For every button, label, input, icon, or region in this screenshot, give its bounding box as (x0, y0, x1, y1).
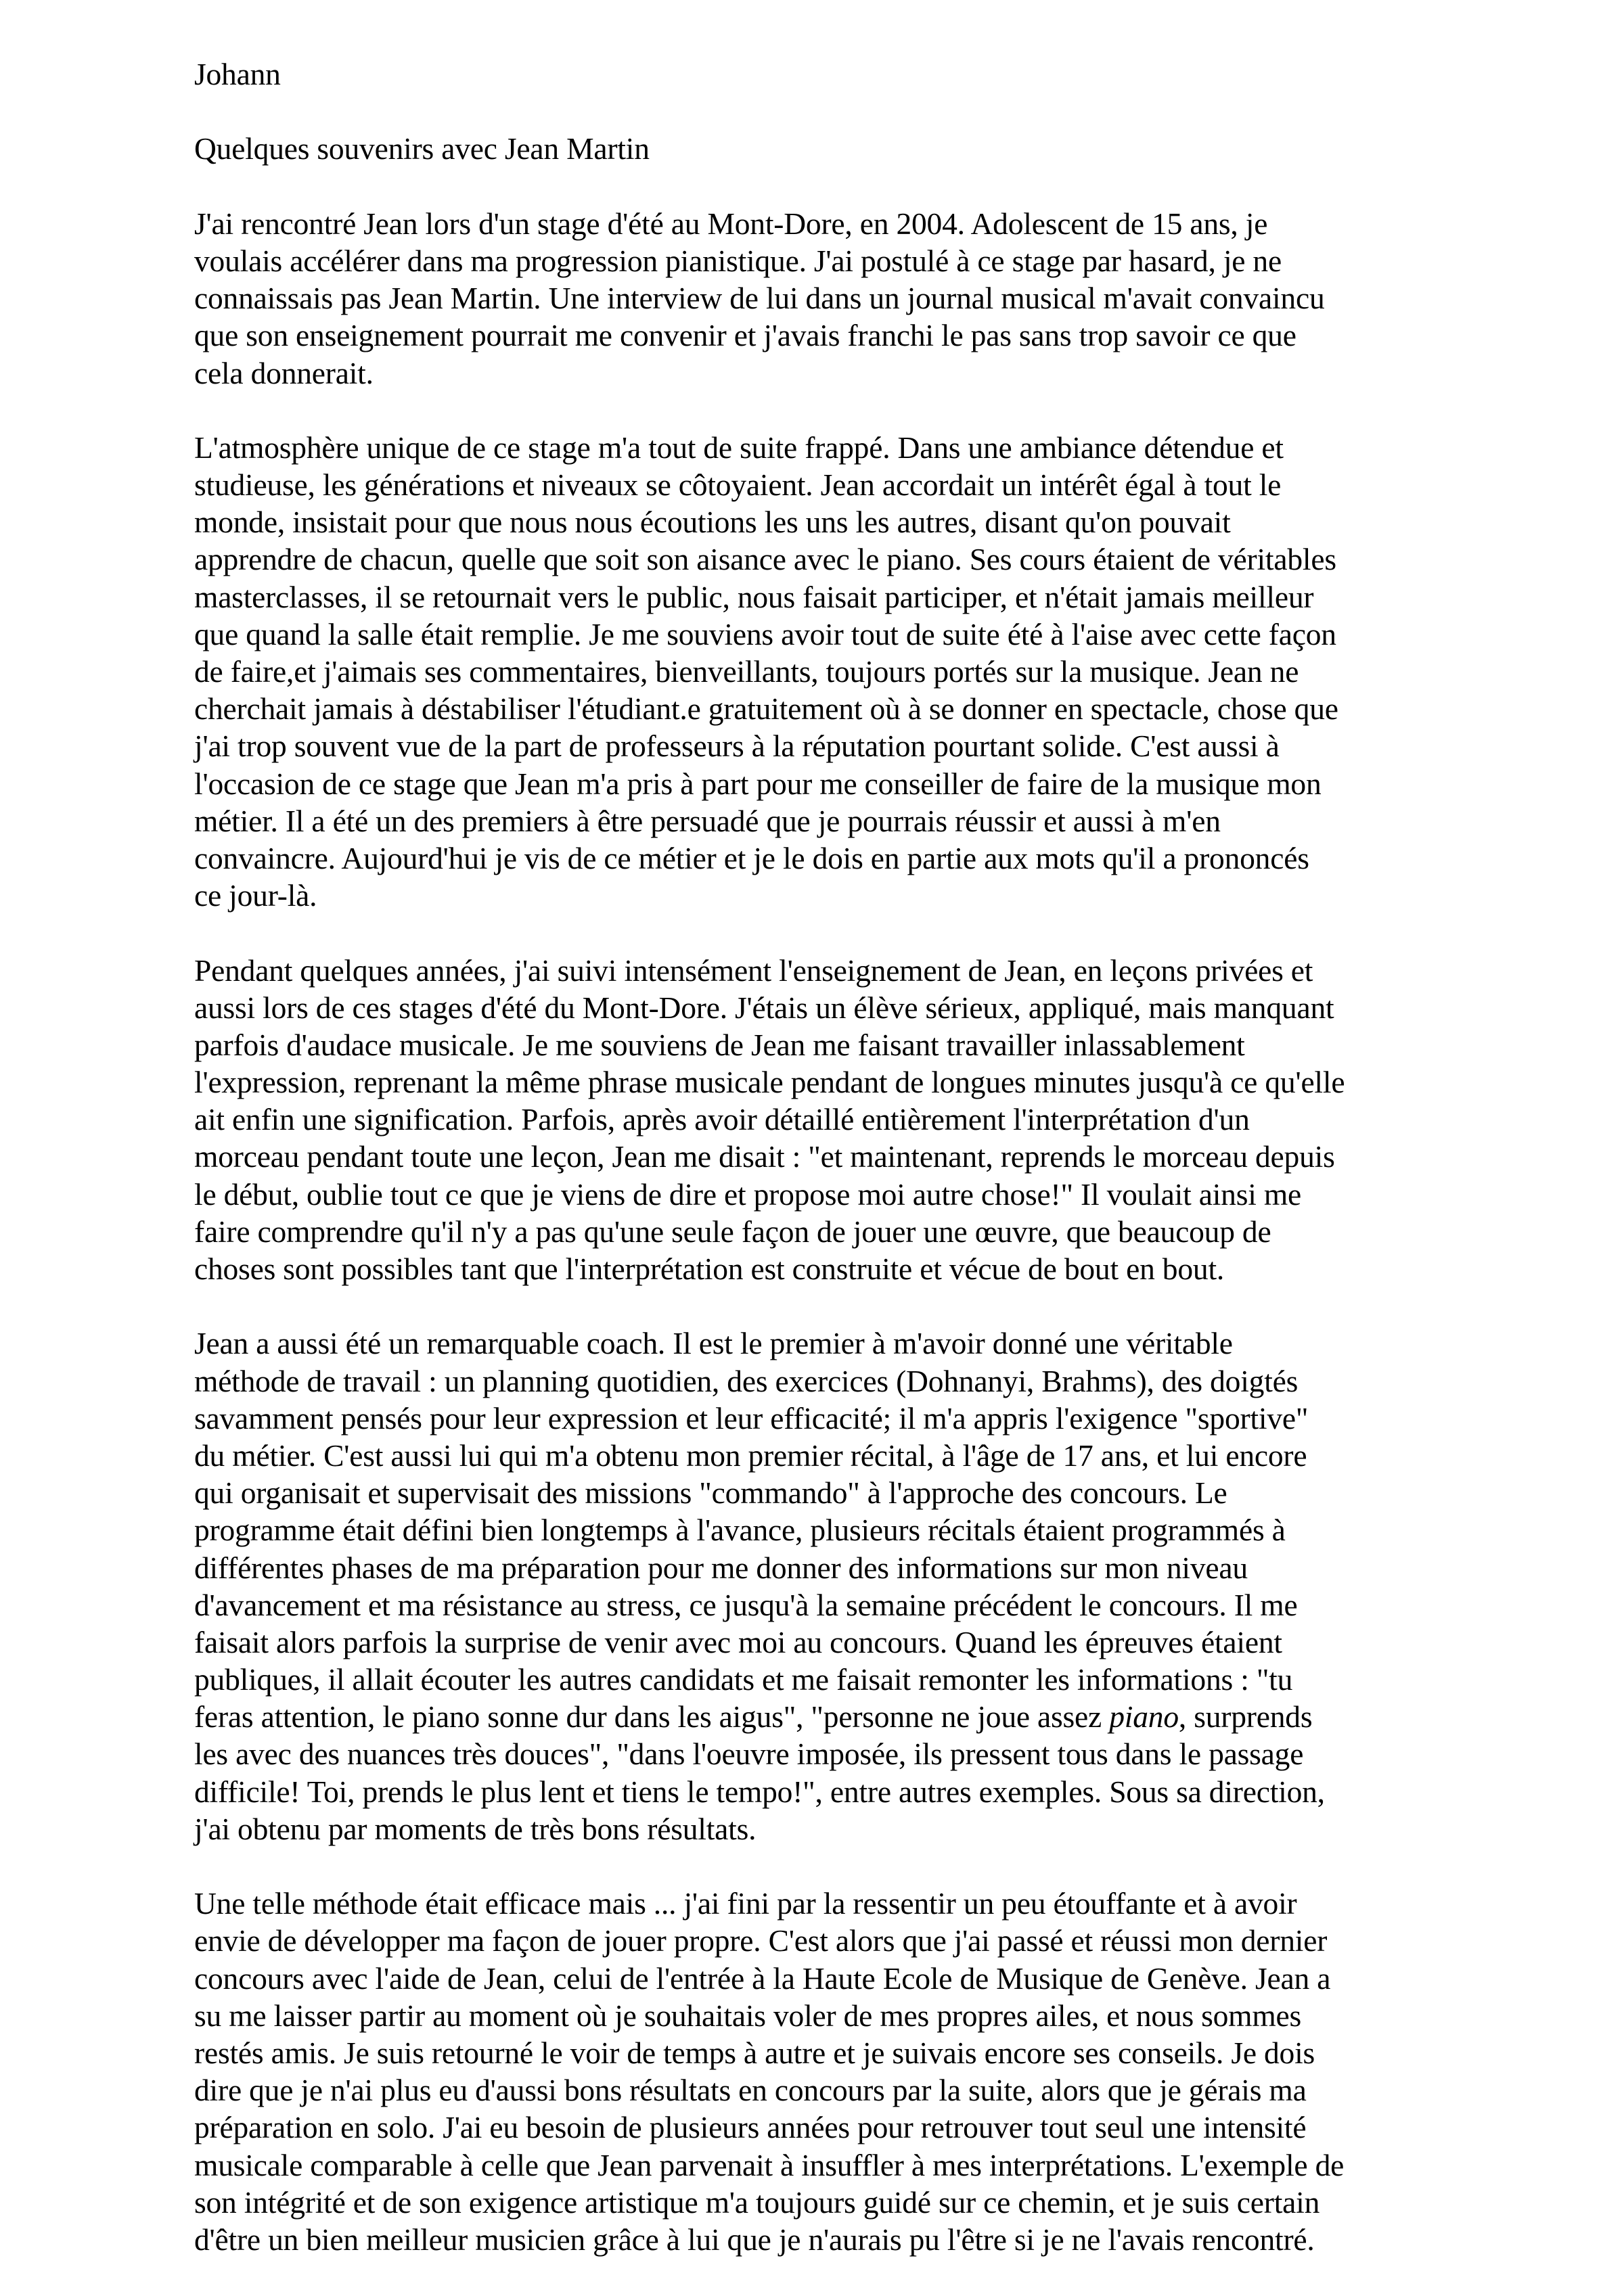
italic-word-piano: piano (1109, 1699, 1179, 1735)
text-line: Une telle méthode était efficace mais ... j'ai fini par la ressentir un peu étouffante et à avoir (194, 1886, 1297, 1921)
text-line: ait enfin une signification. Parfois, après avoir détaillé entièrement l'interprétation d'un (194, 1102, 1250, 1137)
text-line: que son enseignement pourrait me convenir et j'avais franchi le pas sans trop savoir ce que (194, 318, 1296, 353)
text-line: savamment pensés pour leur expression et leur efficacité; il m'a appris l'exigence "sportive" (194, 1400, 1309, 1436)
text-line: ce jour-là. (194, 878, 317, 913)
text-line: apprendre de chacun, quelle que soit son aisance avec le piano. Ses cours étaient de véritables (194, 542, 1336, 577)
text-line: parfois d'audace musicale. Je me souviens de Jean me faisant travailler inlassablement (194, 1027, 1245, 1062)
text-line: Pendant quelques années, j'ai suivi intensément l'enseignement de Jean, en leçons privées et (194, 952, 1313, 988)
text-line: d'avancement et ma résistance au stress, ce jusqu'à la semaine précédent le concours. Il me (194, 1587, 1298, 1622)
text-line: faisait alors parfois la surprise de venir avec moi au concours. Quand les épreuves étaient (194, 1624, 1282, 1659)
document-page (194, 55, 1480, 2258)
paragraph-independence (194, 1885, 1480, 2258)
text-line: son intégrité et de son exigence artistique m'a toujours guidé sur ce chemin, et je suis certain (194, 2184, 1320, 2220)
text-line: du métier. C'est aussi lui qui m'a obtenu mon premier récital, à l'âge de 17 ans, et lui encore (194, 1438, 1307, 1473)
text-line: métier. Il a été un des premiers à être persuadé que je pourrais réussir et aussi à m'en (194, 803, 1221, 838)
text-line: restés amis. Je suis retourné le voir de temps à autre et je suivais encore ses conseils. Je dois (194, 2035, 1315, 2070)
text-line: l'expression, reprenant la même phrase musicale pendant de longues minutes jusqu'à ce qu'elle (194, 1065, 1345, 1100)
text-line: morceau pendant toute une leçon, Jean me disait : "et maintenant, reprends le morceau depuis (194, 1139, 1335, 1174)
text-line: concours avec l'aide de Jean, celui de l'entrée à la Haute Ecole de Musique de Genève. Jean a (194, 1960, 1331, 1996)
text-line: le début, oublie tout ce que je viens de dire et propose moi autre chose!" Il voulait ainsi me (194, 1176, 1302, 1212)
document-title: Quelques souvenirs avec Jean Martin (194, 131, 650, 166)
text-line: difficile! Toi, prends le plus lent et tiens le tempo!", entre autres exemples. Sous sa direction, (194, 1774, 1325, 1809)
text-line: différentes phases de ma préparation pour me donner des informations sur mon niveau (194, 1550, 1248, 1585)
text-line: les avec des nuances très douces", "dans l'oeuvre imposée, ils pressent tous dans le passage (194, 1737, 1304, 1772)
text-line: cela donnerait. (194, 355, 374, 390)
author-name: Johann (194, 57, 281, 91)
text-line: que quand la salle était remplie. Je me souviens avoir tout de suite été à l'aise avec cette façon (194, 616, 1336, 651)
text-line: méthode de travail : un planning quotidien, des exercices (Dohnanyi, Brahms), des doigtés (194, 1363, 1299, 1398)
text-line: préparation en solo. J'ai eu besoin de plusieurs années pour retrouver tout seul une intensité (194, 2110, 1307, 2145)
text-line: musicale comparable à celle que Jean parvenait à insuffler à mes interprétations. L'exemple de (194, 2147, 1345, 2182)
text-line: j'ai obtenu par moments de très bons résultats. (194, 1811, 757, 1846)
text-line: studieuse, les générations et niveaux se côtoyaient. Jean accordait un intérêt égal à tout le (194, 467, 1282, 503)
text-line: de faire,et j'aimais ses commentaires, bienveillants, toujours portés sur la musique. Jean ne (194, 654, 1299, 689)
text-line: qui organisait et supervisait des missions "commando" à l'approche des concours. Le (194, 1475, 1227, 1511)
text-line: publiques, il allait écouter les autres candidats et me faisait remonter les informations : "tu (194, 1662, 1293, 1697)
text-fragment: feras attention, le piano sonne dur dans les aigus", "personne ne joue assez (194, 1699, 1110, 1735)
text-line: cherchait jamais à déstabiliser l'étudiant.e gratuitement où à se donner en spectacle, chose que (194, 691, 1338, 727)
text-line: J'ai rencontré Jean lors d'un stage d'été au Mont-Dore, en 2004. Adolescent de 15 ans, je (194, 206, 1268, 241)
text-fragment: , surprends (1178, 1699, 1313, 1735)
text-line: connaissais pas Jean Martin. Une interview de lui dans un journal musical m'avait convaincu (194, 281, 1325, 316)
text-line: voulais accélérer dans ma progression pianistique. J'ai postulé à ce stage par hasard, je ne (194, 243, 1282, 278)
text-line: choses sont possibles tant que l'interprétation est construite et vécue de bout en bout. (194, 1252, 1225, 1286)
text-line: dire que je n'ai plus eu d'aussi bons résultats en concours par la suite, alors que je gérais ma (194, 2073, 1307, 2108)
text-line: envie de développer ma façon de jouer propre. C'est alors que j'ai passé et réussi mon dernier (194, 1923, 1328, 1958)
text-line: monde, insistait pour que nous nous écoutions les uns les autres, disant qu'on pouvait (194, 505, 1231, 540)
text-line-with-italic (194, 1698, 1480, 1735)
text-line: programme était défini bien longtemps à l'avance, plusieurs récitals étaient programmés à (194, 1513, 1286, 1548)
text-line: faire comprendre qu'il n'y a pas qu'une seule façon de jouer une œuvre, que beaucoup de (194, 1214, 1271, 1249)
text-line: masterclasses, il se retournait vers le public, nous faisait participer, et n'était jamais meilleur (194, 579, 1314, 614)
text-line: L'atmosphère unique de ce stage m'a tout de suite frappé. Dans une ambiance détendue et (194, 430, 1284, 465)
paragraph-lessons (194, 952, 1480, 1288)
text-line: Jean a aussi été un remarquable coach. Il est le premier à m'avoir donné une véritable (194, 1326, 1233, 1361)
paragraph-coach (194, 1325, 1480, 1847)
text-line: l'occasion de ce stage que Jean m'a pris à part pour me conseiller de faire de la musique mon (194, 766, 1322, 801)
text-line: d'être un bien meilleur musicien grâce à lui que je n'aurais pu l'être si je ne l'avais rencontré. (194, 2222, 1315, 2257)
paragraph-meeting (194, 205, 1480, 392)
paragraph-atmosphere (194, 429, 1480, 914)
text-line: convaincre. Aujourd'hui je vis de ce métier et je le dois en partie aux mots qu'il a prononcés (194, 840, 1309, 875)
text-line: aussi lors de ces stages d'été du Mont-Dore. J'étais un élève sérieux, appliqué, mais manquant (194, 990, 1334, 1025)
text-line: j'ai trop souvent vue de la part de professeurs à la réputation pourtant solide. C'est aussi à (194, 729, 1280, 764)
text-line: su me laisser partir au moment où je souhaitais voler de mes propres ailes, et nous sommes (194, 1998, 1302, 2033)
